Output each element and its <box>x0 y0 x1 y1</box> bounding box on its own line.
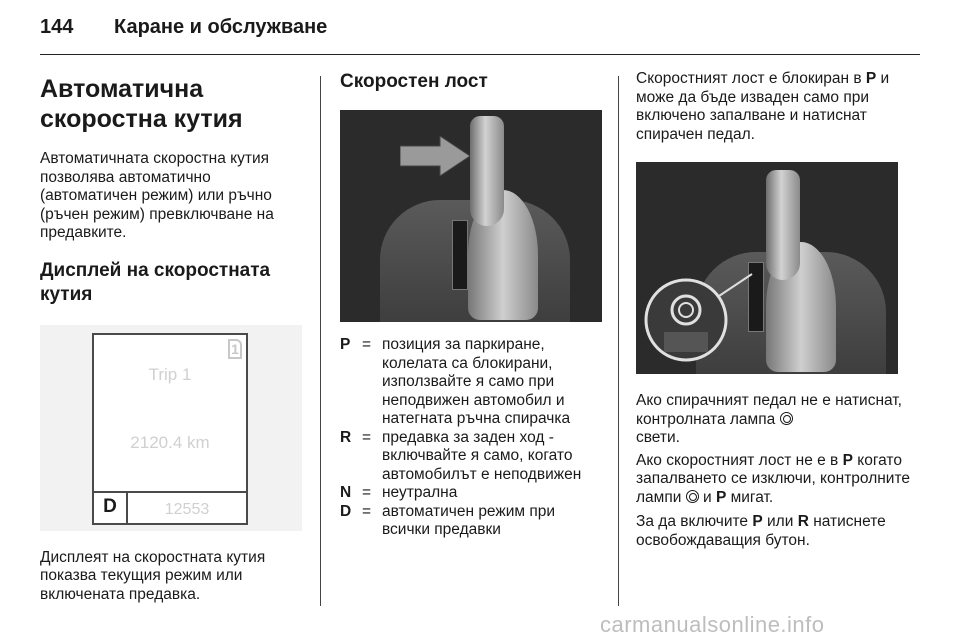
gear-key-p: P <box>715 488 727 506</box>
gear-equals: = <box>362 484 372 501</box>
shift-gate <box>452 220 468 290</box>
text-run: и може да бъде изваден само при включено запалване и натиснат спирачен педал. <box>636 70 890 143</box>
gear-key: R <box>340 428 352 446</box>
page-number: 144 <box>40 16 74 38</box>
gear-description: предавка за заден ход - включвайте я само, когато автомобилът е неподвижен <box>382 428 582 483</box>
gear-equals: = <box>362 428 372 446</box>
gear-equals: = <box>362 336 372 353</box>
ignition-off-paragraph <box>636 452 916 508</box>
gear-position-list <box>340 336 604 540</box>
lever-knob <box>470 116 504 226</box>
gear-item-d <box>340 503 604 540</box>
brake-pedal-lamp-icon <box>686 490 699 503</box>
release-button-arrow-icon <box>400 136 470 176</box>
lever-knob <box>766 170 800 280</box>
gear-item-r <box>340 429 604 485</box>
text-run: натиснете освобождаващия бутон. <box>636 513 886 549</box>
gear-equals: = <box>362 502 372 520</box>
instrument-display <box>92 333 248 525</box>
gear-key-r: R <box>797 513 809 530</box>
gear-key-p: P <box>842 451 853 469</box>
section-heading: Автоматична скоростна кутия <box>40 75 243 133</box>
transmission-display-figure <box>40 325 302 531</box>
subsection-heading: Дисплей на скоростната кутия <box>40 259 271 305</box>
text-run: За да включите <box>636 513 753 530</box>
gear-key: P <box>340 336 351 353</box>
column-divider-2 <box>618 76 619 606</box>
corner-one-icon: 1 <box>228 339 242 359</box>
lever-lock-paragraph <box>636 70 916 144</box>
odometer-value: 12553 <box>164 500 210 518</box>
brake-lamp-photo <box>636 162 898 374</box>
text-run: или <box>762 513 798 530</box>
column-3 <box>636 70 916 550</box>
text-run: свети. <box>636 429 680 446</box>
selector-lever-heading: Скоростен лост <box>340 71 488 92</box>
column-2 <box>340 70 604 540</box>
site-watermark: carmanualsonline.info <box>600 612 825 637</box>
gear-item-p <box>340 336 604 429</box>
text-run: когато запалването се изключи, контролните лампи <box>636 451 910 506</box>
gear-description: неутрална <box>382 484 458 501</box>
gear-key-p: P <box>752 513 763 530</box>
gear-key: D <box>340 502 352 520</box>
gear-indicator: D <box>94 491 128 525</box>
chapter-title: Каране и обслужване <box>114 16 328 38</box>
brake-warning-lamp-icon <box>644 270 754 370</box>
text-run: Ако спирачният педал не е натиснат, контролната лампа <box>636 392 902 428</box>
gear-key: N <box>340 484 352 501</box>
text-run: Скоростният лост е блокиран в <box>636 70 866 87</box>
brake-pedal-lamp-icon <box>780 412 793 425</box>
release-button-paragraph <box>636 513 916 550</box>
display-caption: Дисплеят на скоростната кутия показва текущия режим или включената предавка. <box>40 548 266 603</box>
intro-paragraph: Автоматичната скоростна кутия позволява автоматично (автоматичен режим) или ръчно (ръчен режим) превключване на предавките. <box>40 150 274 241</box>
text-run: Ако скоростният лост не е в <box>636 451 843 469</box>
gear-key-p: P <box>865 70 877 87</box>
text-run: мигат. <box>726 488 774 506</box>
trip-label: Trip 1 <box>148 364 192 384</box>
gear-description: позиция за паркиране, колелата са блокирани, използвайте я само при неподвижен автомобил и натегната ръчна спирачка <box>382 336 571 427</box>
gear-item-n <box>340 484 604 503</box>
selector-lever-photo <box>340 110 602 322</box>
header-divider <box>40 54 920 55</box>
brake-lamp-paragraph <box>636 392 916 448</box>
text-run: и <box>698 488 716 506</box>
column-1 <box>40 70 310 604</box>
column-divider-1 <box>320 76 321 606</box>
gear-description: автоматичен режим при всички предавки <box>382 502 556 538</box>
trip-distance: 2120.4 km <box>130 432 210 452</box>
